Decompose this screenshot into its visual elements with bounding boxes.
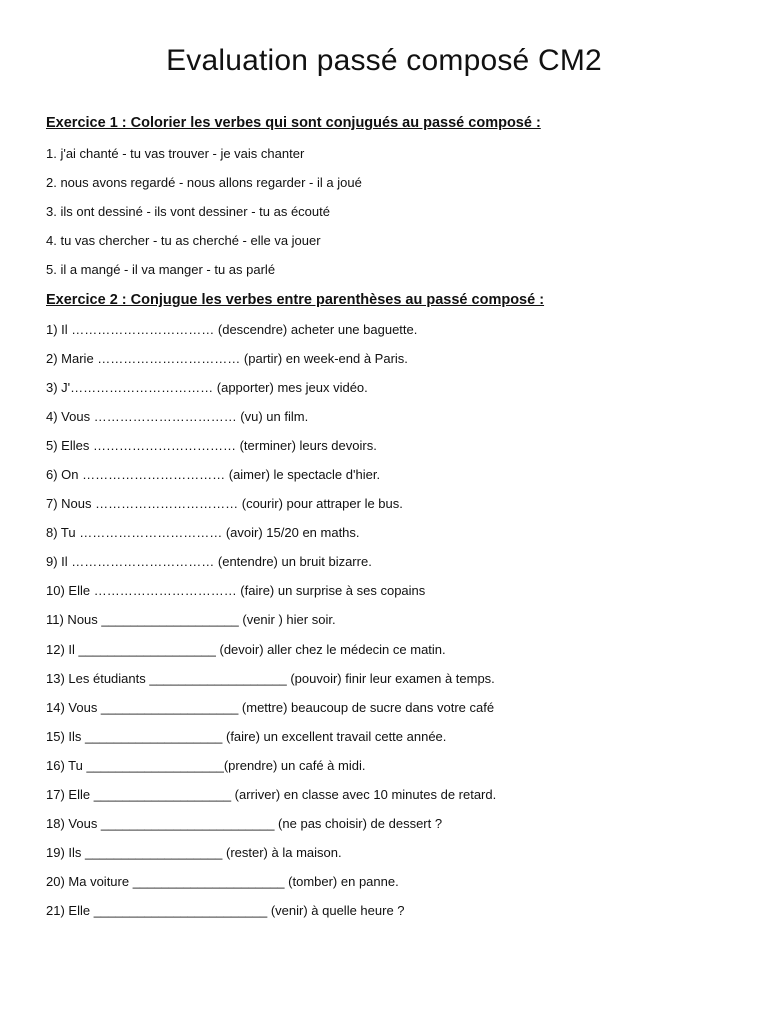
exercise-2-heading: Exercice 2 : Conjugue les verbes entre parenthèses au passé composé : <box>46 292 545 308</box>
exercise-2-item: 4) Vous …………………………… (vu) un film. <box>46 409 309 425</box>
exercise-1-item: 5. il a mangé - il va manger - tu as parlé <box>46 262 276 277</box>
exercise-2-item: 8) Tu …………………………… (avoir) 15/20 en maths. <box>46 525 360 541</box>
exercise-1-item: 4. tu vas chercher - tu as cherché - elle va jouer <box>46 233 321 248</box>
exercise-2-item: 16) Tu ___________________(prendre) un café à midi. <box>46 757 366 773</box>
exercise-1-item: 2. nous avons regardé - nous allons regarder - il a joué <box>46 175 362 190</box>
exercise-2-item: 10) Elle …………………………… (faire) un surprise à ses copains <box>46 583 426 599</box>
exercise-2-item: 1) Il …………………………… (descendre) acheter une baguette. <box>46 322 418 337</box>
exercise-2-item: 20) Ma voiture _____________________ (tomber) en panne. <box>46 873 399 889</box>
exercise-2-item: 17) Elle ___________________ (arriver) en classe avec 10 minutes de retard. <box>46 786 497 802</box>
exercise-2-list <box>46 322 496 932</box>
exercise-2-item: 3) J'…………………………… (apporter) mes jeux vidéo. <box>46 380 368 396</box>
exercise-2-item: 2) Marie …………………………… (partir) en week-end à Paris. <box>46 351 408 367</box>
exercise-1-item: 1. j'ai chanté - tu vas trouver - je vais chanter <box>46 146 305 161</box>
exercise-2-item: 19) Ils ___________________ (rester) à la maison. <box>46 844 342 860</box>
exercise-2-item: 5) Elles …………………………… (terminer) leurs devoirs. <box>46 438 377 454</box>
exercise-1-list <box>46 146 362 291</box>
exercise-2-item: 21) Elle ________________________ (venir) à quelle heure ? <box>46 902 405 918</box>
exercise-2-item: 6) On …………………………… (aimer) le spectacle d'hier. <box>46 467 381 483</box>
exercise-1-item: 3. ils ont dessiné - ils vont dessiner - tu as écouté <box>46 204 330 219</box>
exercise-2-item: 11) Nous ___________________ (venir ) hier soir. <box>46 612 336 628</box>
exercise-2-item: 12) Il ___________________ (devoir) aller chez le médecin ce matin. <box>46 641 446 657</box>
exercise-2-item: 7) Nous …………………………… (courir) pour attraper le bus. <box>46 496 403 512</box>
exercise-2-item: 14) Vous ___________________ (mettre) beaucoup de sucre dans votre café <box>46 699 495 715</box>
exercise-2-item: 13) Les étudiants ___________________ (pouvoir) finir leur examen à temps. <box>46 670 495 686</box>
exercise-1-heading: Exercice 1 : Colorier les verbes qui sont conjugués au passé composé : <box>46 115 541 131</box>
page-title: Evaluation passé composé CM2 <box>166 44 602 77</box>
exercise-2-item: 18) Vous ________________________ (ne pas choisir) de dessert ? <box>46 815 443 831</box>
exercise-2-item: 9) Il …………………………… (entendre) un bruit bizarre. <box>46 554 372 570</box>
exercise-2-item: 15) Ils ___________________ (faire) un excellent travail cette année. <box>46 728 447 744</box>
